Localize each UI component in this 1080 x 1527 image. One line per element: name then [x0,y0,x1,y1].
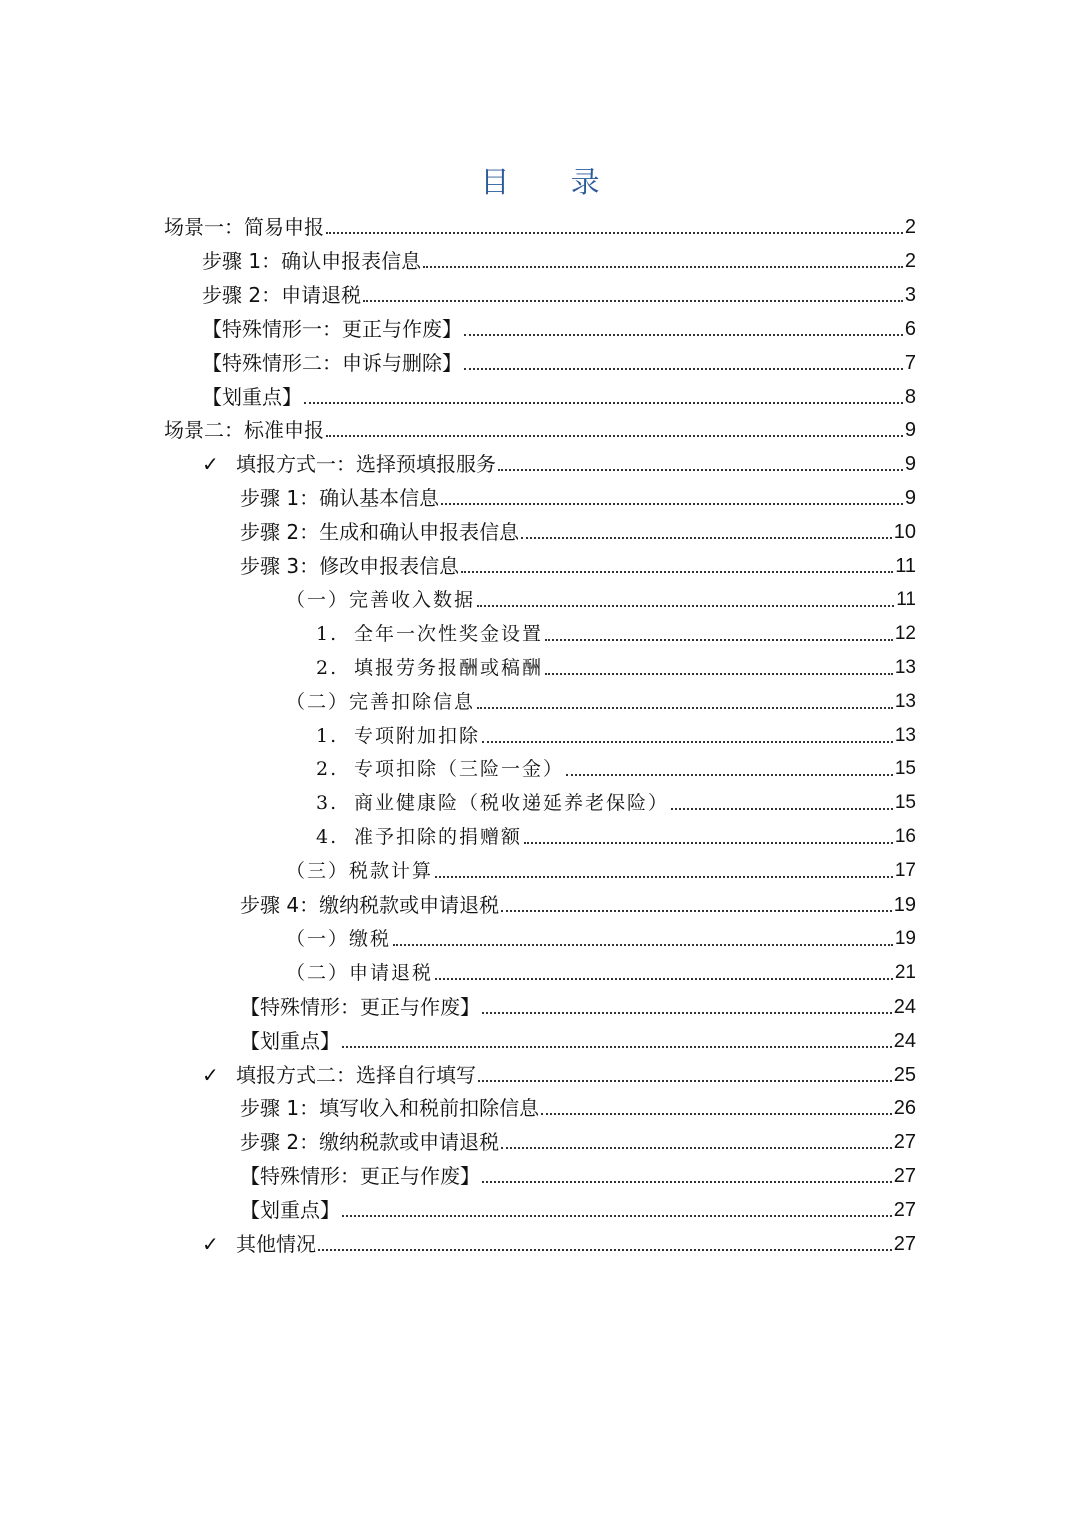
dot-leader [541,1113,892,1115]
toc-entry-label: 场景二：标准申报 [164,418,324,443]
toc-entry-page-number: 11 [895,555,916,577]
dot-leader [304,402,903,404]
dot-leader [464,334,903,336]
toc-entry-label: 步骤 1：确认申报表信息 [202,248,422,273]
toc-entry-number: 2. [316,758,339,781]
toc-entry[interactable] [240,1020,916,1054]
toc-entry-page-number: 9 [904,453,916,476]
toc-entry-page-number: 2 [904,249,916,272]
toc-entry[interactable] [240,545,916,579]
toc-entry-page-number: 25 [893,1063,916,1086]
dot-leader [435,978,893,980]
dot-leader [501,910,892,912]
toc-entry-label: 【特殊情形：更正与作废】 [240,1164,480,1189]
toc-entry[interactable] [240,884,916,918]
toc-entry[interactable] [202,342,916,376]
toc-entry-label: （三）税款计算 [286,860,434,883]
toc-entry-page-number: 10 [893,521,916,544]
toc-entry[interactable] [240,511,916,545]
toc-entry[interactable] [286,918,916,952]
toc-entry-label: 填报方式一：选择预填报服务 [236,452,496,477]
toc-entry-number: 1. [316,724,339,747]
dot-leader [318,1249,892,1251]
dot-leader [524,842,893,844]
toc-entry-number: 1. [316,622,339,645]
toc-entry-page-number: 26 [893,1097,916,1120]
toc-entry[interactable] [316,715,916,749]
dot-leader [477,605,894,607]
toc-entry-page-number: 13 [894,656,916,678]
dot-leader [435,876,893,878]
toc-entry-label: 填报劳务报酬或稿酬 [354,656,544,679]
toc-entry-label: （二）申请退税 [286,961,434,984]
toc-entry-label: 全年一次性奖金设置 [354,622,544,645]
toc-entry-page-number: 27 [893,1233,916,1255]
toc-entry-page-number: 17 [894,860,916,882]
toc-entry-label: （一）缴税 [286,927,392,950]
dot-leader [545,673,893,675]
toc-entry[interactable] [286,850,916,884]
checkmark-icon: ✓ [202,1062,219,1087]
toc-entry[interactable] [240,1189,916,1223]
toc-entry-page-number: 16 [894,826,916,848]
toc-entry-page-number: 11 [896,588,916,610]
dot-leader [326,232,903,234]
toc-entry-page-number: 24 [893,995,916,1018]
toc-entry[interactable] [240,477,916,511]
toc-entry-page-number: 13 [894,724,916,746]
toc-entry[interactable] [286,952,916,986]
toc-entry-label: 专项附加扣除 [354,724,481,747]
toc-entry-number: 4. [316,826,339,849]
toc-entry-label: 其他情况 [236,1232,316,1256]
toc-entry[interactable] [316,613,916,647]
toc-entry-label: 专项扣除（三险一金） [354,758,565,781]
dot-leader [478,1080,892,1082]
toc-entry[interactable] [286,579,916,613]
toc-entry-page-number: 12 [894,622,916,644]
toc-entry-page-number: 6 [904,317,916,340]
toc-entry-number: 2. [316,656,339,679]
toc-entry[interactable] [202,376,916,410]
toc-entry-page-number: 27 [893,1131,916,1154]
toc-entry[interactable] [202,1223,916,1257]
checkmark-icon: ✓ [202,452,219,477]
dot-leader [326,435,903,437]
toc-entry-page-number: 9 [904,419,916,442]
toc-entry-label: 场景一：简易申报 [164,215,324,239]
dot-leader [461,571,893,573]
toc-entry[interactable] [202,1054,916,1088]
toc-entry-label: 【特殊情形一：更正与作废】 [202,316,462,341]
toc-entry-page-number: 19 [894,927,916,949]
toc-entry[interactable] [164,206,916,240]
toc-entry-page-number: 8 [904,385,916,408]
toc-entry[interactable] [240,1087,916,1121]
dot-leader [342,1215,892,1217]
toc-entry-page-number: 15 [894,792,916,814]
toc-entry[interactable] [316,816,916,850]
toc-entry[interactable] [316,647,916,681]
toc-entry[interactable] [240,986,916,1020]
dot-leader [501,1147,892,1149]
toc-entry[interactable] [316,748,916,782]
toc-entry-label: 步骤 1：确认基本信息 [240,486,440,511]
toc-entry-label: 准予扣除的捐赠额 [354,826,523,849]
toc-entry-page-number: 27 [893,1165,916,1188]
toc-entry[interactable] [202,308,916,342]
toc-entry-label: 步骤 2：申请退税 [202,282,362,307]
dot-leader [498,469,903,471]
toc-entry-page-number: 15 [894,758,916,780]
toc-entry-page-number: 2 [904,216,916,238]
toc-entry[interactable] [240,1155,916,1189]
toc-entry[interactable] [202,443,916,477]
toc-entry-label: 【划重点】 [202,384,302,409]
toc-title: 目 录 [480,165,626,199]
toc-entry-label: 步骤 4：缴纳税款或申请退税 [240,893,500,917]
toc-entry[interactable] [240,1121,916,1155]
dot-leader [482,1181,892,1183]
dot-leader [482,1012,892,1014]
dot-leader [477,707,893,709]
toc-entry-page-number: 24 [893,1029,916,1052]
dot-leader [566,774,893,776]
toc-entry-page-number: 13 [894,690,916,712]
toc-entry-number: 3. [316,792,339,815]
toc-entry-label: 步骤 2：生成和确认申报表信息 [240,520,520,545]
toc-entry-label: 【特殊情形二：申诉与删除】 [202,350,462,375]
toc-entry-label: 步骤 1：填写收入和税前扣除信息 [240,1096,540,1121]
toc-entry-label: 填报方式二：选择自行填写 [236,1062,476,1087]
dot-leader [441,503,903,505]
toc-entry-label: 【划重点】 [240,1028,340,1053]
toc-entry-label: 商业健康险（税收递延养老保险） [354,792,670,815]
toc-entry-label: 【特殊情形：更正与作废】 [240,994,480,1019]
toc-entry-page-number: 9 [904,487,916,510]
dot-leader [464,368,903,370]
toc-entry[interactable] [202,240,916,274]
dot-leader [423,266,903,268]
dot-leader [482,741,893,743]
toc-entry-label: （二）完善扣除信息 [286,690,476,713]
toc-entry[interactable] [286,681,916,715]
dot-leader [393,944,893,946]
toc-entry-page-number: 27 [893,1199,916,1222]
dot-leader [342,1046,892,1048]
toc-entry-label: 步骤 3：修改申报表信息 [240,554,460,578]
toc-entry-label: 【划重点】 [240,1198,340,1223]
dot-leader [521,537,892,539]
dot-leader [671,808,893,810]
toc-entry[interactable] [316,782,916,816]
dot-leader [545,639,893,641]
toc-entry-page-number: 3 [904,283,916,306]
toc-entry[interactable] [164,409,916,443]
toc-entry-label: （一）完善收入数据 [286,588,476,611]
dot-leader [363,300,903,302]
toc-entry[interactable] [202,274,916,308]
toc-entry-page-number: 21 [894,961,916,983]
checkmark-icon: ✓ [202,1232,219,1256]
toc-entry-label: 步骤 2：缴纳税款或申请退税 [240,1130,500,1155]
toc-entry-page-number: 19 [893,894,916,916]
toc-entry-page-number: 7 [904,351,916,374]
